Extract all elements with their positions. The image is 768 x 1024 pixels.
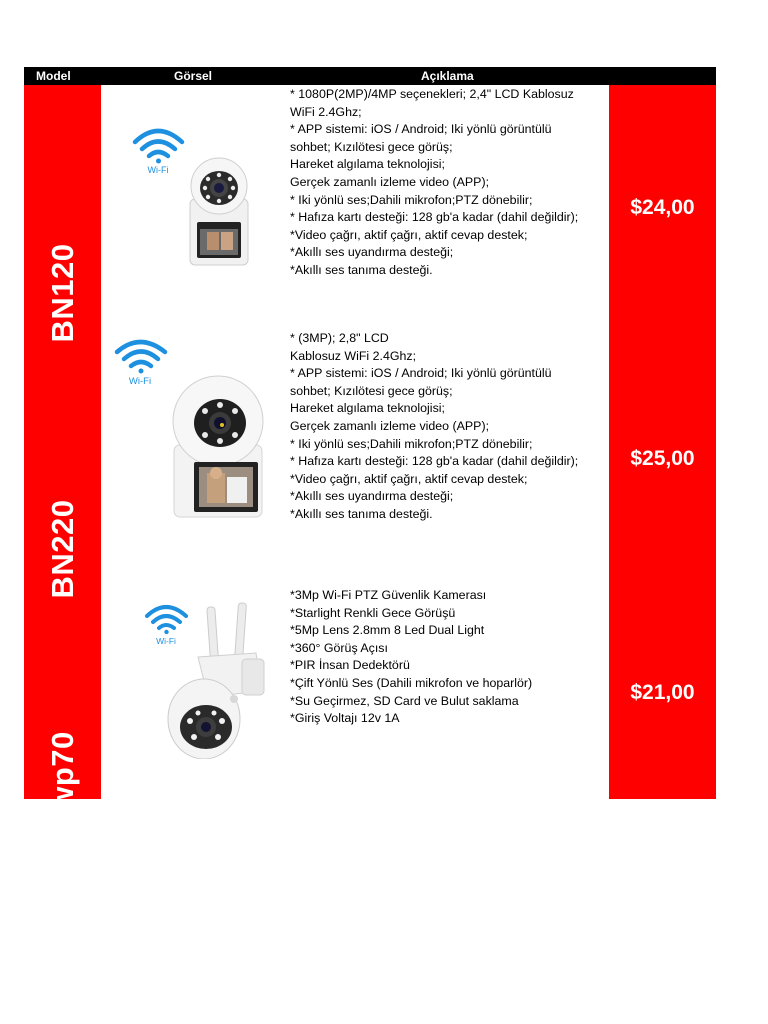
wifi-icon bbox=[147, 607, 186, 634]
header-gorsel: Görsel bbox=[174, 69, 213, 83]
description-line: * APP sistemi: iOS / Android; Iki yönlü görüntülü bbox=[290, 366, 552, 381]
description-line: *Akıllı ses uyandırma desteği; bbox=[290, 489, 454, 504]
camera-image bbox=[110, 335, 270, 525]
model-column bbox=[24, 85, 101, 811]
description-line: sohbet; Kızılötesi gece görüş; bbox=[290, 383, 453, 398]
description-line: *3Mp Wi-Fi PTZ Güvenlik Kamerası bbox=[290, 588, 487, 602]
camera-image bbox=[124, 122, 274, 272]
wifi-label: Wi-Fi bbox=[147, 165, 169, 175]
description-line: * 1080P(2MP)/4MP seçenekleri; 2,4" LCD Kablosuz bbox=[290, 87, 574, 101]
description-line: *5Mp Lens 2.8mm 8 Led Dual Light bbox=[290, 623, 485, 638]
description-line: WiFi 2.4Ghz; bbox=[290, 104, 362, 119]
description-line: * Iki yönlü ses;Dahili mikrofon;PTZ dönebilir; bbox=[290, 192, 533, 207]
description-line: *Akıllı ses uyandırma desteği; bbox=[290, 245, 454, 260]
description-line: Hareket algılama teknolojisi; bbox=[290, 401, 445, 416]
model-name: BN220 bbox=[44, 499, 80, 599]
description-bn220 bbox=[290, 330, 610, 524]
description-line: *Akıllı ses tanıma desteği. bbox=[290, 262, 433, 277]
description-line: *360° Görüş Açısı bbox=[290, 640, 388, 655]
description-line: Hareket algılama teknolojisi; bbox=[290, 157, 445, 172]
price-bn120: $24,00 bbox=[630, 196, 695, 219]
camera-image bbox=[138, 599, 288, 759]
price-bn220: $25,00 bbox=[630, 447, 695, 470]
wifi-icon bbox=[135, 131, 182, 164]
description-line: Kablosuz WiFi 2.4Ghz; bbox=[290, 348, 417, 363]
description-line: *PIR İnsan Dedektörü bbox=[290, 658, 410, 673]
description-line: * APP sistemi: iOS / Android; Iki yönlü görüntülü bbox=[290, 122, 552, 137]
description-line: *Akıllı ses tanıma desteği. bbox=[290, 506, 433, 521]
description-line: Gerçek zamanlı izleme video (APP); bbox=[290, 418, 490, 433]
product-image-bn120 bbox=[124, 122, 274, 272]
model-name: wp70 bbox=[44, 731, 80, 811]
description-line: *Starlight Renkli Gece Görüşü bbox=[290, 605, 456, 620]
description-line: *Video çağrı, aktif çağrı, aktif cevap destek; bbox=[290, 227, 528, 242]
description-line: *Video çağrı, aktif çağrı, aktif cevap destek; bbox=[290, 471, 528, 486]
description-line: * Iki yönlü ses;Dahili mikrofon;PTZ dönebilir; bbox=[290, 436, 533, 451]
description-line: *Su Geçirmez, SD Card ve Bulut saklama bbox=[290, 693, 519, 708]
wifi-label: Wi-Fi bbox=[156, 636, 176, 646]
price-column bbox=[609, 85, 716, 799]
description-wp70 bbox=[290, 587, 610, 728]
description-line: * Hafıza kartı desteği: 128 gb'a kadar (dahil değildir); bbox=[290, 454, 579, 469]
header-model: Model bbox=[36, 69, 71, 83]
price-wp70: $21,00 bbox=[630, 681, 695, 704]
model-name: BN120 bbox=[44, 243, 80, 343]
wifi-icon bbox=[117, 342, 165, 374]
table-header bbox=[24, 67, 716, 85]
description-line: *Giriş Voltajı 12v 1A bbox=[290, 711, 400, 726]
description-line: *Çift Yönlü Ses (Dahili mikrofon ve hoparlör) bbox=[290, 675, 533, 690]
description-line: sohbet; Kızılötesi gece görüş; bbox=[290, 139, 453, 154]
product-image-bn220 bbox=[110, 335, 270, 525]
header-aciklama: Açıklama bbox=[421, 69, 474, 83]
product-image-wp70 bbox=[138, 599, 288, 759]
description-line: * Hafıza kartı desteği: 128 gb'a kadar (dahil değildir); bbox=[290, 210, 579, 225]
description-line: * (3MP); 2,8" LCD bbox=[290, 331, 389, 345]
description-line: Gerçek zamanlı izleme video (APP); bbox=[290, 174, 490, 189]
wifi-label: Wi-Fi bbox=[128, 376, 152, 387]
description-bn120 bbox=[290, 86, 610, 280]
